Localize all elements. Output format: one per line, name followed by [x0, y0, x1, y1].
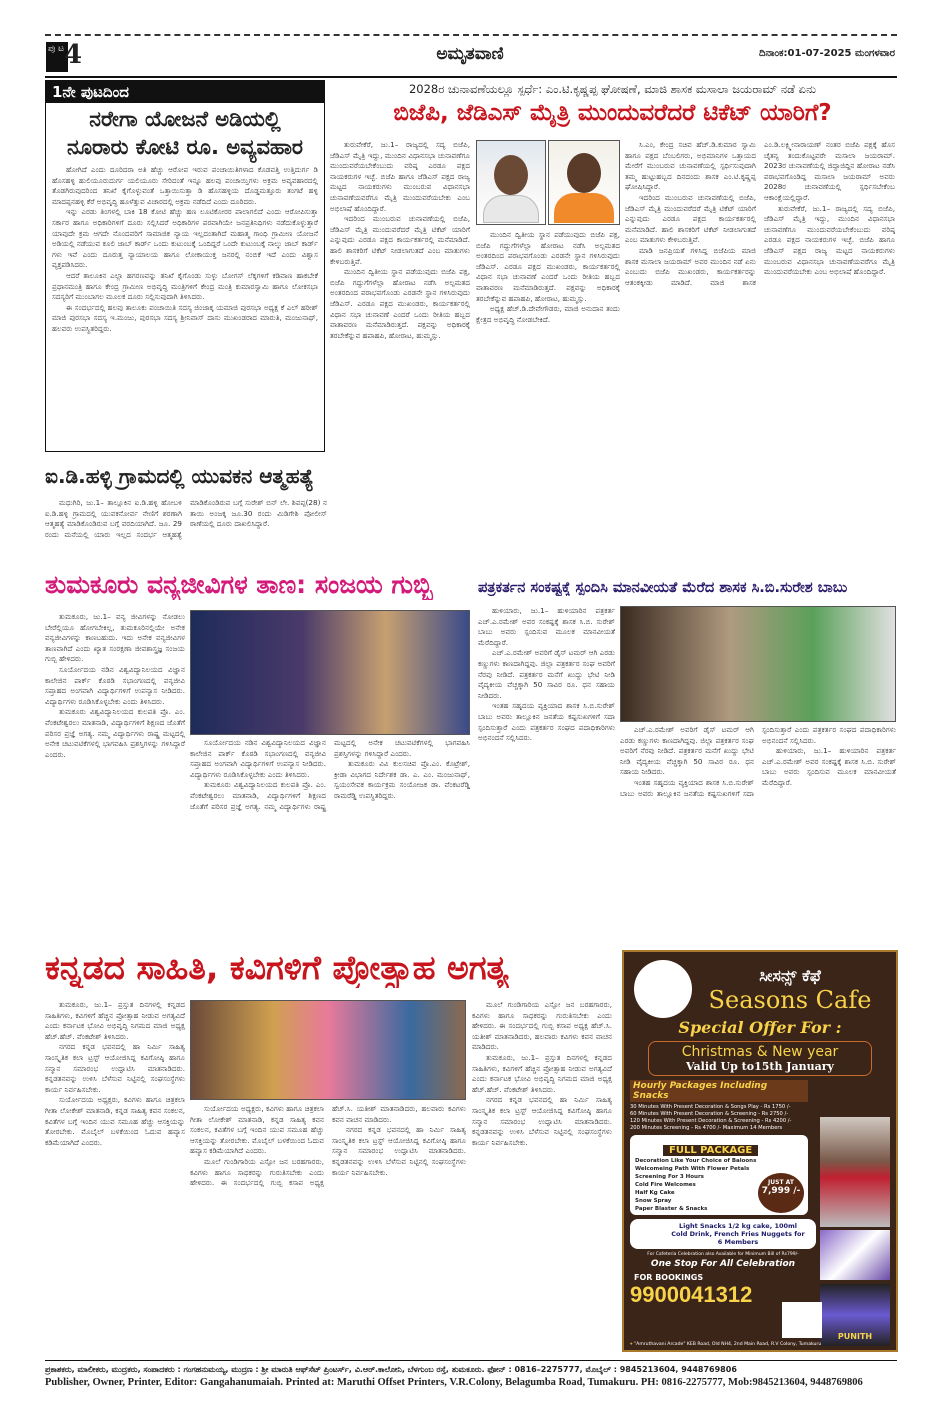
venue-photo	[820, 1117, 890, 1227]
paragraph: ಸಿ.ಎಂ, ಕೇಂದ್ರ ಸಚಿವ ಹೆಚ್.ಡಿ.ಕುಮಾರ ಸ್ವಾಮಿ ಹಾಗೂ ಪಕ್ಷದ ಬೆಂಬಲಿಗರು, ಅಭಿಮಾನಿಗಳ ಒತ್ತಾಯದ ಮೇರೆಗೆ ಮುಂಬರುವ ಚುನಾವಣೆಯಲ್ಲಿ ಸ್ಪರ್ಧಿಸುವುದಾಗಿ ತಮ್ಮ ಹುಟ್ಟುಹಬ್ಬದ ದಿನದಂದು ಶಾಸಕ ಎಂ.ಟಿ.ಕೃಷ್ಣಪ್ಪ ಘೋಷಿಸಿದ್ದಾರೆ.	[625, 140, 756, 192]
headline-idhalli: ಐ.ಡಿ.ಹಳ್ಳಿ ಗ್ರಾಮದಲ್ಲಿ ಯುವಕನ ಆತ್ಮಹತ್ಯೆ	[45, 464, 314, 488]
offer-title: Special Offer For :	[678, 1018, 842, 1037]
paragraph: ಇಂತಹ ಸಹೃದಯ ವ್ಯಕ್ತಿಯಾದ ಶಾಸಕ ಸಿ.ಬಿ.ಸುರೇಶ್ ಬಾಬು ಅವರು ತಾಲ್ಲೂಕಿನ ಜನತೆಯ ಕಷ್ಟಸುಖಗಳಿಗೆ ಸದಾ ಸ್ಪಂದಿಸುತ್ತಾರೆ ಎಂದು ಪತ್ರಕರ್ತರ ಸಂಘದ ಪದಾಧಿಕಾರಿಗಳು ಅಭಿನಂದನೆ ಸಲ್ಲಿಸಿದರು.	[478, 701, 615, 743]
header-rule	[45, 76, 897, 78]
package-item: Screening For 3 Hours	[635, 1174, 704, 1180]
news-photo	[620, 606, 896, 722]
headline-bjp: ಬಿಜೆಪಿ, ಜೆಡಿಎಸ್ ಮೈತ್ರಿ ಮುಂದುವರೆದರೆ ಟಿಕೆಟ್ ಯಾರಿಗೆ?	[393, 100, 832, 126]
tagline: One Stop For All Celebration	[650, 1259, 796, 1269]
headline-journalism: ಪತ್ರಕರ್ತನ ಸಂಕಷ್ಟಕ್ಕೆ ಸ್ಪಂದಿಸಿ ಮಾನವೀಯತೆ ಮೆರೆದ ಶಾಸಕ ಸಿ.ಬಿ.ಸುರೇಶ ಬಾಬು	[478, 580, 848, 596]
paragraph: ಮಾಡಿ ಜನಪ್ರಿಯತೆ ಗಳಿಸಿದ್ದ ಬಿಜೆಪಿಯ ಮಾಜಿ ಶಾಸಕ ಮಸಾಲಾ ಜಯರಾಮ್ ಅವರ ಮುಂದಿನ ನಡೆ ಏನು ಎಂಬುದು ಬಿಜೆಪಿ ಮುಖಂಡರು, ಕಾರ್ಯಕರ್ತರನ್ನು ಆತಂಕಕ್ಕೀಡು ಮಾಡಿದೆ. ಮಾಜಿ ಶಾಸಕ ಎಂ.ಡಿ.ಲಕ್ಷ್ಮೀನಾರಾಯಣ್ ನಂತರ ಬಿಜೆಪಿ ಪಕ್ಷಕ್ಕೆ ಹೊಸ ಚೈತನ್ಯ ತಂದುಕೊಟ್ಟವರೇ ಮಸಾಲಾ ಜಯರಾಮ್. 2023ರ ಚುನಾವಣೆಯಲ್ಲಿ ಜಿದ್ದಾಜಿದ್ದಿನ ಹೋರಾಟ ನಡೆಸಿ ಪರಾಭವಗೊಂಡಿದ್ದ ಮಸಾಲಾ ಜಯರಾಮ್ ಅವರು 2028ರ ಚುನಾವಣೆಯಲ್ಲಿ ಸ್ಪರ್ಧಿಸಬೇಕೆಂಬ ಆಕಾಂಕ್ಷೆಯಲ್ಲಿದ್ದಾರೆ.	[625, 140, 895, 287]
masthead: ಅಮೃತವಾಣಿ	[436, 44, 504, 64]
article-journalism-col2	[620, 725, 896, 937]
paragraph: ನಗರದ ಕನ್ನಡ ಭವನದಲ್ಲಿ ಹಾ ನಿರ್ಮಿ ಸಾಹಿತ್ಯ ಸಾಂಸ್ಕೃತಿಕ ಕಲಾ ಟ್ರಸ್ಟ್ ಆಯೋಜಿಸಿದ್ದ ಕವಿಗೋಷ್ಠಿ ಹಾಗೂ ಸನ್ಮಾನ ಸಮಾರಂಭ ಉದ್ಘಾಟಿಸಿ ಮಾತನಾಡಿದರು. ಕನ್ನಡತನವನ್ನು ಉಳಿಸಿ ಬೆಳೆಸುವ ನಿಟ್ಟಿನಲ್ಲಿ ಸಂಘಸಂಸ್ಥೆಗಳು ಕಾರ್ಯ ನಿರ್ವಹಿಸಬೇಕು.	[332, 1125, 466, 1177]
paragraph: ತುಮಕೂರು, ಜು.1– ಪ್ರಸ್ತುತ ದಿನಗಳಲ್ಲಿ ಕನ್ನಡದ ಸಾಹಿತಿಗಳು, ಕವಿಗಳಿಗೆ ಹೆಚ್ಚಿನ ಪ್ರೋತ್ಸಾಹ ನೀಡುವ ಅಗತ್ಯವಿದೆ ಎಂದು ಕರ್ನಾಟಕ ಭೋವಿ ಅಭಿವೃದ್ಧಿ ನಿಗಮದ ಮಾಜಿ ಅಧ್ಯಕ್ಷ ಹೆಚ್.ಹೆಚ್. ವೆಂಕಟೇಶ್ ತಿಳಿಸಿದರು.	[45, 1000, 185, 1041]
article-wildlife-col1	[45, 612, 185, 937]
full-package-title: FULL PACKAGE	[663, 1145, 758, 1156]
paragraph: ಈ ಸಂದರ್ಭದಲ್ಲಿ ಹಲವು ತಾಲೂಕು ಪಂಚಾಯಿತಿ ಸದಸ್ಯ ಜಿಂಜಾಕ್ಕ ಯಮಾಜಿ ಪುರಸಭಾ ಅಧ್ಯಕ್ಷ ಕೆ ಎಲ್ ಹರೀಶ್ ಮಾಜಿ ಪುರಸಭಾ ಸದಸ್ಯ ಇ.ಮಂಜು, ಪುರಸಭಾ ಸದಸ್ಯ ಶ್ರೀನಿವಾಸ್ ದಾಸು ಮುಖಂಡರಾದ ಮಾರುತಿ, ಮಂಜುನಾಥ್, ಹಲವರು ಉಪಸ್ಥಿತರಿದ್ದರು.	[52, 302, 318, 333]
paragraph: ಎಚ್.ಎ.ರಮೇಶ್ ಅವರಿಗೆ ಡೈಸ್ ಟಮರ್ ಆಗಿ ಎರಡು ಕಣ್ಣುಗಳು ಕಾಣದಾಗಿದ್ದವು. ಜಿಲ್ಲಾ ಪತ್ರಕರ್ತರ ಸಂಘ ಅವರಿಗೆ ನೆರವು ನೀಡಿದೆ. ಪತ್ರಕರ್ತರ ಮನೆಗೆ ಖುದ್ದು ಭೇಟಿ ನೀಡಿ ವೈದ್ಯಕೀಯ ವೆಚ್ಚಕ್ಕಾಗಿ 50 ಸಾವಿರ ರೂ. ಧನ ಸಹಾಯ ನೀಡಿದರು.	[478, 648, 615, 700]
paragraph: ಸುರ್ಯೋದಯ ಅಧ್ಯಕ್ಷರು, ಕವಿಗಳು ಹಾಗೂ ಚಿತ್ರಕಲಾ ಗೀತಾ ಲೋಕೇಶ್ ಮಾತನಾಡಿ, ಕನ್ನಡ ಸಾಹಿತ್ಯ ಕವನ ಸಂಕಲನ, ಕವಿತೆಗಳ ಬಗ್ಗೆ ಇಂದಿನ ಯುವ ಸಮೂಹ ಹೆಚ್ಚು ಆಸಕ್ತಿಯನ್ನು ತೋರಬೇಕು. ಮೊಬೈಲ್ ಬಳಕೆಯಿಂದ ಓದುವ ಹವ್ಯಾಸ ಕಡಿಮೆಯಾಗಿದೆ ಎಂದರು.	[45, 1095, 185, 1147]
paragraph: ಮೂಲೆ ಗುಂಡಿಗಾರಿಯ ಎಸ್ಪೋ ಜನ ಬರಹಗಾರರು, ಕವಿಗಳು ಹಾಗೂ ಸಾಧಕರನ್ನು ಗುರುತಿಸಬೇಕು ಎಂದು ಹೇಳಿದರು. ಈ ಸಂದರ್ಭದಲ್ಲಿ ಗುಬ್ಬಿ ಕಸಾಪ ಅಧ್ಯಕ್ಷ ಹೆಚ್.ಸಿ. ಯತೀಶ್ ಮಾತನಾಡಿದರು, ಹಲವಾರು ಕವಿಗಳು ಕವನ ವಾಚನ ಮಾಡಿದರು.	[472, 1000, 612, 1052]
paragraph: ಹೋಗಿದೆ ಎಂದು ದೂರಿದರಾ ಅತಿ ಹೆಚ್ಚು ಆರೋಪ ಇರುವ ಪಂಚಾಯಿತಿಗಳಾದ ಕೊಡವತ್ತಿ ಉತ್ತಿದುರ್ಗ ಡಿ ಹೊಸಹಳ್ಳಿ ಹುಲಿಯೂರುದುರ್ಗ ಯಲಿಯೂರು ಸೇರಿದಂತೆ ಇನ್ನೂ ಹಲವು ಪಂಚಾಯ್ತಿಗಳು ಅಕ್ರಮ ಅವ್ಯವಹಾರದಲ್ಲಿ ತೊಡಗಿರುವುದರಿಂದ ತನಿಖೆ ಕೈಗೊಳ್ಳುವಂತೆ ಒತ್ತಾಯಿಸುತ್ತಾ ಡಿ ಹೊಸಹಳ್ಳಿಯ ದೊಡ್ಡಮತ್ತೂರು ತಂಗಟೆ ಹಳ್ಳಿ ಮಾದಪ್ಪನಹಳ್ಳಿ ಕೆರೆ ಅಭಿವೃದ್ಧಿ ಹೂಳೆತ್ತುವ ವಿಚಾರದಲ್ಲಿ ಅಕ್ರಮ ನಡೆದಿದೆ ಎಂದು ದೂರಿದರು.	[52, 165, 318, 206]
hourly-list	[630, 1104, 808, 1132]
event-photo	[190, 610, 470, 735]
package-item: Paper Blaster & Snacks	[635, 1206, 708, 1212]
paragraph: ಸೂರ್ಯೋದಯ ನಡಿನ ವಿಶ್ವವಿದ್ಯಾನಿಲಯದ ವಿಜ್ಞಾನ ಕಾಲೇಜಿನ ಪಾರ್ಕ್ ಕೊಠಡಿ ಸಭಾಂಗಣದಲ್ಲಿ ವನ್ಯಜೀವಿ ಸಪ್ತಾಹದ ಅಂಗವಾಗಿ ವಿದ್ಯಾರ್ಥಿಗಳಿಗೆ ಉಪನ್ಯಾಸ ನೀಡಿದರು. ವಿದ್ಯಾರ್ಥಿಗಳು ರೂಡಿಸಿಕೊಳ್ಳಬೇಕು ಎಂದು ತಿಳಿಸಿದರು.	[45, 664, 185, 706]
paragraph: ಮೂಲೆ ಗುಂಡಿಗಾರಿಯ ಎಸ್ಪೋ ಜನ ಬರಹಗಾರರು, ಕವಿಗಳು ಹಾಗೂ ಸಾಧಕರನ್ನು ಗುರುತಿಸಬೇಕು ಎಂದು ಹೇಳಿದರು. ಈ ಸಂದರ್ಭದಲ್ಲಿ ಗುಬ್ಬಿ ಕಸಾಪ ಅಧ್ಯಕ್ಷ ಹೆಚ್.ಸಿ. ಯತೀಶ್ ಮಾತನಾಡಿದರು, ಹಲವಾರು ಕವಿಗಳು ಕವನ ವಾಚನ ಮಾಡಿದರು.	[190, 1104, 466, 1188]
cafe-logo	[634, 960, 692, 1018]
occasion: Christmas & New year	[681, 1044, 839, 1060]
price: 7,999 /-	[761, 1186, 801, 1196]
paragraph: ತುಮಕೂರು ವಿಶ್ವವಿದ್ಯಾನಿಲಯದ ಕುಲಪತಿ ಪ್ರೊ. ಎಂ. ವೆಂಕಟೇಶ್ವರಲು ಮಾತನಾಡಿ, ವಿದ್ಯಾರ್ಥಿಗಳಿಗೆ ಶಿಕ್ಷಣದ ಜೊತೆಗೆ ಪರಿಸರ ಪ್ರಜ್ಞೆ ಅಗತ್ಯ. ನಮ್ಮ ವಿದ್ಯಾರ್ಥಿಗಳು ರಾಷ್ಟ್ರ ಮಟ್ಟದಲ್ಲಿ ಅನೇಕ ಚಟುವಟಿಕೆಗಳಲ್ಲಿ ಭಾಗವಹಿಸಿ ಪ್ರಶಸ್ತಿಗಳನ್ನು ಗಳಿಸಿದ್ದಾರೆ ಎಂದರು.	[190, 738, 470, 811]
paragraph: ಹುಳಿಯಾರು, ಜು.1– ಹುಳಿಯಾರಿನ ಪತ್ರಕರ್ತ ಎಚ್.ಎ.ರಮೇಶ್ ಅವರ ಸಂಕಷ್ಟಕ್ಕೆ ಶಾಸಕ ಸಿ.ಬಿ. ಸುರೇಶ್ ಬಾಬು ಅವರು ಸ್ಪಂದಿಸುವ ಮೂಲಕ ಮಾನವೀಯತೆ ಮೆರೆದಿದ್ದಾರೆ.	[762, 746, 896, 787]
page-label: ಪು ಟ	[46, 42, 68, 72]
paragraph: ನಗರದ ಕನ್ನಡ ಭವನದಲ್ಲಿ ಹಾ ನಿರ್ಮಿ ಸಾಹಿತ್ಯ ಸಾಂಸ್ಕೃತಿಕ ಕಲಾ ಟ್ರಸ್ಟ್ ಆಯೋಜಿಸಿದ್ದ ಕವಿಗೋಷ್ಠಿ ಹಾಗೂ ಸನ್ಮಾನ ಸಮಾರಂಭ ಉದ್ಘಾಟಿಸಿ ಮಾತನಾಡಿದರು. ಕನ್ನಡತನವನ್ನು ಉಳಿಸಿ ಬೆಳೆಸುವ ನಿಟ್ಟಿನಲ್ಲಿ ಸಂಘಸಂಸ್ಥೆಗಳು ಕಾರ್ಯ ನಿರ್ವಹಿಸಬೇಕು.	[45, 1042, 185, 1094]
paragraph: ಹುಳಿಯಾರು, ಜು.1– ಹುಳಿಯಾರಿನ ಪತ್ರಕರ್ತ ಎಚ್.ಎ.ರಮೇಶ್ ಅವರ ಸಂಕಷ್ಟಕ್ಕೆ ಶಾಸಕ ಸಿ.ಬಿ. ಸುರೇಶ್ ಬಾಬು ಅವರು ಸ್ಪಂದಿಸುವ ಮೂಲಕ ಮಾನವೀಯತೆ ಮೆರೆದಿದ್ದಾರೆ.	[478, 606, 615, 647]
package-item: Cold Fire Welcomes	[635, 1182, 696, 1188]
paragraph: ತುಮಕೂರು ವಿಶ್ವವಿದ್ಯಾನಿಲಯದ ಕುಲಪತಿ ಪ್ರೊ. ಎಂ. ವೆಂಕಟೇಶ್ವರಲು ಮಾತನಾಡಿ, ವಿದ್ಯಾರ್ಥಿಗಳಿಗೆ ಶಿಕ್ಷಣದ ಜೊತೆಗೆ ಪರಿಸರ ಪ್ರಜ್ಞೆ ಅಗತ್ಯ. ನಮ್ಮ ವಿದ್ಯಾರ್ಥಿಗಳು ರಾಷ್ಟ್ರ ಮಟ್ಟದಲ್ಲಿ ಅನೇಕ ಚಟುವಟಿಕೆಗಳಲ್ಲಿ ಭಾಗವಹಿಸಿ ಪ್ರಶಸ್ತಿಗಳನ್ನು ಗಳಿಸಿದ್ದಾರೆ ಎಂದರು.	[45, 707, 185, 759]
package-item: Welcomeing Path With Flower Petals	[635, 1166, 750, 1172]
imprint-english: Publisher, Owner, Printer, Editor: Gangahanumaiah. Printed at: Maruthi Offset Printers, V.R.Colony, Belagumba Road, Tumakuru. PH: 0816-2275777, Mob:9845213604, 9448769806	[45, 1377, 863, 1388]
hourly-title: Hourly Packages Including Snacks	[630, 1080, 808, 1102]
subheadline-bjp: 2028ರ ಚುನಾವಣೆಯಲ್ಲೂ ಸ್ಪರ್ಧೆ: ಎಂ.ಟಿ.ಕೃಷ್ಣಪ್ಪ ಘೋಷಣೆ, ಮಾಜಿ ಶಾಸಕ ಮಸಾಲಾ ಜಯರಾಮ್ ನಡೆ ಏನು	[408, 82, 817, 96]
paragraph: ಸೂರ್ಯೋದಯ ನಡಿನ ವಿಶ್ವವಿದ್ಯಾನಿಲಯದ ವಿಜ್ಞಾನ ಕಾಲೇಜಿನ ಪಾರ್ಕ್ ಕೊಠಡಿ ಸಭಾಂಗಣದಲ್ಲಿ ವನ್ಯಜೀವಿ ಸಪ್ತಾಹದ ಅಂಗವಾಗಿ ವಿದ್ಯಾರ್ಥಿಗಳಿಗೆ ಉಪನ್ಯಾಸ ನೀಡಿದರು. ವಿದ್ಯಾರ್ಥಿಗಳು ರೂಡಿಸಿಕೊಳ್ಳಬೇಕು ಎಂದು ತಿಳಿಸಿದರು.	[190, 738, 326, 779]
article-bjp-col1	[330, 140, 470, 560]
article-wildlife-col2	[190, 738, 470, 938]
paragraph: ತುಮಕೂರು, ಜು.1– ವನ್ಯ ಜೀವಿಗಳನ್ನು ನೋಡಲು ಬೇರೆಲ್ಲಿಯೂ ಹೋಗಬೇಕಿಲ್ಲ, ತುಮಕೂರಿನಲ್ಲಿಯೇ ಅನೇಕ ವನ್ಯಜೀವಿಗಳನ್ನು ಕಾಣಬಹುದು. ಇದು ಅನೇಕ ವನ್ಯಜೀವಿಗಳ ತಾಣವಾಗಿದೆ ಎಂದು ಖ್ಯಾತ ಸಂರಕ್ಷಣಾ ಜೀವಶಾಸ್ತ್ರಜ್ಞ ಸಂಜಯ ಗುಬ್ಬಿ ಹೇಳಿದರು.	[45, 612, 185, 664]
article-bjp-col2	[476, 230, 620, 560]
article-narega	[45, 80, 325, 452]
paragraph: ಆದರೆ ತಾಲೂಕಿನ ಎಲ್ಲಾ ಹಗರಣವನ್ನು ತನಿಖೆ ಕೈಗೊಂಡು ಸುಳ್ಳು ಬೋಗಸ್ ಲೆಕ್ಕಗಳಿಗೆ ಕಡಿವಾಣ ಹಾಕಬೇಕೆ ಪ್ರಧಾನಮಂತ್ರಿ ಹಾಗೂ ಕೇಂದ್ರ ಗ್ರಾಮೀಣ ಅಭಿವೃದ್ಧಿ ಮಂತ್ರಿಗಳಿಗೆ ಕೇಂದ್ರ ಮಂತ್ರಿ ಕುಮಾರಸ್ವಾಮಿ ಹಾಗೂ ಲೋಕಸಭಾ ಸದಸ್ಯರಿಗೆ ಮುಂಬಾಗಲ ಮೂಲಕ ದೂರು ಸಲ್ಲಿಸುವುದಾಗಿ ತಿಳಿಸಿದರು.	[52, 270, 318, 302]
paragraph: ಅಧ್ಯಕ್ಷ ಹೆಚ್.ಡಿ.ದೇವೇಗೌಡರು, ಮಾಜಿ ಅನುದಾನ ತಂದು ಕ್ಷೇತ್ರದ ಅಭಿವೃದ್ಧಿ ನೋಡಬೇಕಿದೆ.	[476, 304, 620, 324]
paragraph: ಮುಂದಿನ ದ್ವಿತೀಯ ಸ್ಥಾನ ಪಡೆಯುವುದು ಬಿಜೆಪಿ ಪಕ್ಷ, ಬಿಜೆಪಿ ಗದ್ದುಗೆಗಳೆಲ್ಲಾ ಹೋರಾಟ ನಡೆಸಿ ಅಲ್ಪಮತದ ಅಂತರದಿಂದ ಪರಾಭವಗೊಂಡು ಎರಡನೇ ಸ್ಥಾನ ಗಳಿಸಿರುವುದು ಜೆಡಿಎಸ್. ಎರಡೂ ಪಕ್ಷದ ಮುಖಂಡರು, ಕಾರ್ಯಕರ್ತರಲ್ಲಿ ವಿಧಾನ ಸಭಾ ಚುನಾವಣೆ ಎಂದರೆ ಒಂದು ರೀತಿಯ ಹಬ್ಬದ ವಾತಾವರಣ ಮನೆಮಾಡಿರುತ್ತದೆ. ಪಕ್ಷವನ್ನು ಅಧಿಕಾರಕ್ಕೆ ತರಬೇಕೆನ್ನುವ ಹಪಾಹಪಿ, ಹೋರಾಟ, ಹುಮ್ಮಸ್ಸು.	[476, 230, 620, 303]
hourly-item: 30 Minutes With Present Decoration & Songs Play - Rs 1750 /-	[630, 1104, 791, 1110]
article-literature-col1	[45, 1000, 185, 1352]
balloon-photo	[820, 1230, 890, 1280]
portrait-photo	[476, 140, 546, 225]
headline-wildlife: ತುಮಕೂರು ವನ್ಯಜೀವಿಗಳ ತಾಣ: ಸಂಜಯ ಗುಬ್ಬಿ	[45, 570, 433, 599]
snacks-info: Light Snacks 1/2 kg cake, 100ml Cold Drink, French Fries Nuggets for 6 Members	[630, 1219, 816, 1249]
paragraph: ಇಂತಹ ಸಹೃದಯ ವ್ಯಕ್ತಿಯಾದ ಶಾಸಕ ಸಿ.ಬಿ.ಸುರೇಶ್ ಬಾಬು ಅವರು ತಾಲ್ಲೂಕಿನ ಜನತೆಯ ಕಷ್ಟಸುಖಗಳಿಗೆ ಸದಾ ಸ್ಪಂದಿಸುತ್ತಾರೆ ಎಂದು ಪತ್ರಕರ್ತರ ಸಂಘದ ಪದಾಧಿಕಾರಿಗಳು ಅಭಿನಂದನೆ ಸಲ್ಲಿಸಿದರು.	[620, 725, 896, 798]
paragraph: ತುಮಕೂರು, ಜು.1– ಪ್ರಸ್ತುತ ದಿನಗಳಲ್ಲಿ ಕನ್ನಡದ ಸಾಹಿತಿಗಳು, ಕವಿಗಳಿಗೆ ಹೆಚ್ಚಿನ ಪ್ರೋತ್ಸಾಹ ನೀಡುವ ಅಗತ್ಯವಿದೆ ಎಂದು ಕರ್ನಾಟಕ ಭೋವಿ ಅಭಿವೃದ್ಧಿ ನಿಗಮದ ಮಾಜಿ ಅಧ್ಯಕ್ಷ ಹೆಚ್.ಹೆಚ್. ವೆಂಕಟೇಶ್ ತಿಳಿಸಿದರು.	[472, 1052, 612, 1094]
article-idhalli-body	[45, 498, 327, 560]
article-literature-col3	[472, 1000, 612, 1352]
paragraph: ಮಧುಗಿರಿ, ಜು.1– ತಾಲ್ಲೂಕಿನ ಐ.ಡಿ.ಹಳ್ಳಿ ಹೋಬಳಿ ಐ.ಡಿ.ಹಳ್ಳಿ ಗ್ರಾಮದಲ್ಲಿ ಯುವಕನೋರ್ವ ನೇಣಿಗೆ ಶರಣಾಗಿ ಆತ್ಮಹತ್ಯೆ ಮಾಡಿಕೊಂಡಿರುವ ಬಗ್ಗೆ ವರದಿಯಾಗಿದೆ. ಜೂ. 29 ರಂದು ಮನೆಯಲ್ಲಿ ಯಾರು ಇಲ್ಲದ ಸಂದರ್ಭ ಆತ್ಮಹತ್ಯೆ ಮಾಡಿಕೊಂಡಿರುವ ಬಗ್ಗೆ ಸುರೇಶ್ ಬಿನ್ ಲೇ. ಶಿವಪ್ಪ(28) ನ ತಾಯಿ ಅಂಜಕ್ಕ ಜೂ.30 ರಂದು ಮಿಡಿಗೇಶಿ ಪೋಲೀಸ್ ಠಾಣೆಯಲ್ಲಿ ದೂರು ದಾಖಲಿಸಿದ್ದಾರೆ.	[45, 498, 327, 539]
paragraph: ಇದರಿಂದ ಮುಂಬರುವ ಚುನಾವಣೆಯಲ್ಲಿ ಬಿಜೆಪಿ, ಜೆಡಿಎಸ್ ಮೈತ್ರಿ ಮುಂದುವರೆದರೆ ಮೈತ್ರಿ ಟಿಕೆಟ್ ಯಾರಿಗೆ ಎನ್ನುವುದು ಎರಡೂ ಪಕ್ಷದ ಕಾರ್ಯಕರ್ತರಲ್ಲಿ ಮನೆಮಾಡಿದೆ. ಹಾಲಿ ಶಾಸಕರಿಗೆ ಟಿಕೆಟ್ ನೀಡಲಾಗುತದೆ ಎಂಬ ಮಾತುಗಳು ಕೇಳಿಬರುತ್ತಿವೆ.	[625, 192, 756, 245]
bookings-label: FOR BOOKINGS	[634, 1273, 704, 1282]
article-literature-col2	[190, 1104, 466, 1352]
event-photo	[190, 1000, 466, 1100]
booking-phone: 9900041312	[630, 1282, 753, 1307]
address-text: "Amruthavani Arcade" KEB Road, Old NH4, 2nd Main Road, R.V Colony, Tumakuru	[634, 1342, 822, 1347]
hourly-item: 200 Minutes Screening - Rs 4700 /- Maximum 14 Members	[630, 1125, 783, 1131]
portrait-photo	[548, 140, 620, 225]
headline-line-1: ನರೇಗಾ ಯೋಜನೆ ಅಡಿಯಲ್ಲಿ	[89, 107, 281, 131]
paragraph: ಇದರಿಂದ ಮುಂಬರುವ ಚುನಾವಣೆಯಲ್ಲಿ ಬಿಜೆಪಿ, ಜೆಡಿಎಸ್ ಮೈತ್ರಿ ಮುಂದುವರೆದರೆ ಮೈತ್ರಿ ಟಿಕೆಟ್ ಯಾರಿಗೆ ಎನ್ನುವುದು ಎರಡೂ ಪಕ್ಷದ ಕಾರ್ಯಕರ್ತರಲ್ಲಿ ಮನೆಮಾಡಿದೆ. ಹಾಲಿ ಶಾಸಕರಿಗೆ ಟಿಕೆಟ್ ನೀಡಲಾಗುತದೆ ಎಂಬ ಮಾತುಗಳು ಕೇಳಿಬರುತ್ತಿವೆ.	[330, 214, 470, 266]
price-badge	[758, 1173, 804, 1213]
article-journalism-col1	[478, 606, 615, 936]
hourly-item: 60 Minutes With Present Decoration & Screening - Rs 2750 /-	[630, 1111, 789, 1117]
price-label: JUST AT	[768, 1179, 794, 1186]
issue-date: ದಿನಾಂಕ:01-07-2025 ಮಂಗಳವಾರ	[759, 48, 895, 59]
cafe-name: Seasons Cafe	[708, 986, 872, 1014]
hourly-item: 120 Minutes With Present Decoration & Screening - Rs 4200 /-	[630, 1118, 792, 1124]
paragraph: ಸುರ್ಯೋದಯ ಅಧ್ಯಕ್ಷರು, ಕವಿಗಳು ಹಾಗೂ ಚಿತ್ರಕಲಾ ಗೀತಾ ಲೋಕೇಶ್ ಮಾತನಾಡಿ, ಕನ್ನಡ ಸಾಹಿತ್ಯ ಕವನ ಸಂಕಲನ, ಕವಿತೆಗಳ ಬಗ್ಗೆ ಇಂದಿನ ಯುವ ಸಮೂಹ ಹೆಚ್ಚು ಆಸಕ್ತಿಯನ್ನು ತೋರಬೇಕು. ಮೊಬೈಲ್ ಬಳಕೆಯಿಂದ ಓದುವ ಹವ್ಯಾಸ ಕಡಿಮೆಯಾಗಿದೆ ಎಂದರು.	[190, 1104, 324, 1156]
decor-photo	[820, 1284, 890, 1346]
location-pin-icon: ⌖	[630, 1342, 633, 1347]
article-bjp-col3	[625, 140, 895, 570]
validity: Valid Up to15th January	[686, 1060, 834, 1073]
continued-kicker: 1ನೇ ಪುಟದಿಂದ	[46, 81, 324, 103]
headline-line-2: ನೂರಾರು ಕೋಟಿ ರೂ. ಅವ್ಯವಹಾರ	[66, 135, 304, 159]
article-body	[46, 161, 324, 451]
photo-caption: PUNITH	[837, 1332, 873, 1341]
paragraph: ನಗರದ ಕನ್ನಡ ಭವನದಲ್ಲಿ ಹಾ ನಿರ್ಮಿ ಸಾಹಿತ್ಯ ಸಾಂಸ್ಕೃತಿಕ ಕಲಾ ಟ್ರಸ್ಟ್ ಆಯೋಜಿಸಿದ್ದ ಕವಿಗೋಷ್ಠಿ ಹಾಗೂ ಸನ್ಮಾನ ಸಮಾರಂಭ ಉದ್ಘಾಟಿಸಿ ಮಾತನಾಡಿದರು. ಕನ್ನಡತನವನ್ನು ಉಳಿಸಿ ಬೆಳೆಸುವ ನಿಟ್ಟಿನಲ್ಲಿ ಸಂಘಸಂಸ್ಥೆಗಳು ಕಾರ್ಯ ನಿರ್ವಹಿಸಬೇಕು.	[472, 1095, 612, 1147]
paragraph: ತುಮಕೂರು ವಿವಿ ಕುಲಸಚಿವ ಪ್ರೊ.ಎಂ. ಕೊಟ್ರೇಶ್, ಕ್ರೀಡಾ ವಿಭಾಗದ ನಿರ್ದೇಶಕ ಡಾ. ಎ. ಎಂ. ಮಂಜುನಾಥ್, ಸ್ವಯಂಸೇವಕ ಕಾರ್ಯಕ್ರಮ ಸಂಯೋಜಕ ಡಾ. ವೆಂಕಟರೆಡ್ಡಿ ರಾಮರೆಡ್ಡಿ ಉಪಸ್ಥಿತರಿದ್ದರು.	[334, 759, 470, 800]
paragraph: ಮುಂದಿನ ದ್ವಿತೀಯ ಸ್ಥಾನ ಪಡೆಯುವುದು ಬಿಜೆಪಿ ಪಕ್ಷ, ಬಿಜೆಪಿ ಗದ್ದುಗೆಗಳೆಲ್ಲಾ ಹೋರಾಟ ನಡೆಸಿ ಅಲ್ಪಮತದ ಅಂತರದಿಂದ ಪರಾಭವಗೊಂಡು ಎರಡನೇ ಸ್ಥಾನ ಗಳಿಸಿರುವುದು ಜೆಡಿಎಸ್. ಎರಡೂ ಪಕ್ಷದ ಮುಖಂಡರು, ಕಾರ್ಯಕರ್ತರಲ್ಲಿ ವಿಧಾನ ಸಭಾ ಚುನಾವಣೆ ಎಂದರೆ ಒಂದು ರೀತಿಯ ಹಬ್ಬದ ವಾತಾವರಣ ಮನೆಮಾಡಿರುತ್ತದೆ. ಪಕ್ಷವನ್ನು ಅಧಿಕಾರಕ್ಕೆ ತರಬೇಕೆನ್ನುವ ಹಪಾಹಪಿ, ಹೋರಾಟ, ಹುಮ್ಮಸ್ಸು.	[330, 267, 470, 340]
imprint-footer	[45, 1360, 897, 1389]
package-item: Half Kg Cake	[635, 1190, 675, 1196]
cafeteria-note: For Cafeteria Celebration also Available for Minimum Bill of Rs799/-	[647, 1252, 799, 1257]
imprint-kannada: ಪ್ರಕಾಶಕರು, ಮಾಲೀಕರು, ಮುದ್ರಕರು, ಸಂಪಾದಕರು : ಗಂಗಹನುಮಯ್ಯ, ಮುದ್ರಣ : ಶ್ರೀ ಮಾರುತಿ ಆಫ್‌ಸೆಟ್ ಪ್ರಿಂಟರ್ಸ್, ವಿ.ಆರ್.ಕಾಲೋನಿ, ಬೆಳಗುಂಬ ರಸ್ತೆ, ತುಮಕೂರು. ಫೋನ್ : 0816–2275777, ಮೊಬೈಲ್ : 9845213604, 9448769806	[45, 1365, 737, 1374]
package-item: Decoration Like Your Choice of Baloons	[635, 1158, 757, 1164]
seasons-cafe-advertisement	[622, 950, 898, 1352]
paragraph: ಇನ್ನು ಎರಡು ತಿಂಗಳಲ್ಲಿ ಬಾಕಿ 18 ಕೋಟಿ ಹೆಚ್ಚು ಹಣ ಲೂಟಿಕೋರರ ಪಾಲಾಗಲಿದೆ ಎಂದು ಆರೋಪಿಸುತ್ತಾ ಸರ್ಕಾರ ಹಾಗೂ ಅಧಿಕಾರಿಗಳಿಗೆ ದೂರು ಸಲ್ಲಿಸಿದರೆ ಅಧಿಕಾರಿಗಳ ಪರವಾಗಿಯೇ ಜನಪ್ರತಿನಿಧಿಗಳು ನಡೆದುಕೊಳ್ಳುತ್ತಾರೆ ಯಾವುದೇ ಕ್ರಮ ಆಗದೇ ನೊಂದವರಿಗೆ ಸಾಮಾಜಿಕ ನ್ಯಾಯ ಇಲ್ಲದಂತಾಗಿದೆ ಮಹಾತ್ಮ ಗಾಂಧಿ ಗ್ರಾಮೀಣ ಯೋಜನೆ ಅಡಿಯಲ್ಲಿ ನಡೆಯುವ ಕೂಲಿ ಜಾಬ್ ಕಾರ್ಡ್ ಒಂದು ಕುಟುಂಬಕ್ಕೆ ಒಂದಿದ್ದರೆ ಒಂದೇ ಕುಟುಂಬಕ್ಕೆ ನಾಲ್ಕು ಜಾಬ್ ಕಾರ್ಡ್ ಗಳು ಇವೆ ಎಂದು ದೂರುತ್ತ ನ್ಯಾಯಾಲಯ ಹಾಗೂ ಲೋಕಾಯುಕ್ತ ಜನರಲ್ಲಿ ನಂಬಿಕೆ ಇದೆ ಎಂದು ವಿಶ್ವಾಸ ವ್ಯಕ್ತಪಡಿಸಿದರು.	[52, 207, 318, 270]
qr-code	[782, 1302, 822, 1338]
cafe-name-kannada: ಸೀಸನ್ಸ್ ಕೆಫೆ	[759, 966, 821, 985]
cafe-address	[630, 1341, 830, 1347]
paragraph: ತುರುವೇಕೆರೆ, ಜು.1– ರಾಜ್ಯದಲ್ಲಿ ಸದ್ಯ ಬಿಜೆಪಿ, ಜೆಡಿಎಸ್ ಮೈತ್ರಿ ಇದ್ದು, ಮುಂದಿನ ವಿಧಾನಸಭಾ ಚುನಾವಣೆಗೂ ಮುಂದುವರೆಯಬೇಕೆಂಬುದು ವರಿಷ್ಠ ಎರಡೂ ಪಕ್ಷದ ನಾಯಕರುಗಳ ಇಚ್ಛೆ. ಬಿಜೆಪಿ ಹಾಗೂ ಜೆಡಿಎಸ್ ಪಕ್ಷದ ರಾಜ್ಯ ಮಟ್ಟದ ನಾಯಕರುಗಳು ಮುಂಬರುವ ವಿಧಾನಸಭಾ ಚುನಾವಣೆಯವರೆಗೂ ಮೈತ್ರಿ ಮುಂದುವರೆಯಬೇಕು ಎಂಬ ಅಭಿಲಾಷೆ ಹೊಂದಿದ್ದಾರೆ.	[764, 203, 895, 277]
headline-literature: ಕನ್ನಡದ ಸಾಹಿತಿ, ಕವಿಗಳಿಗೆ ಪ್ರೋತ್ಸಾಹ ಅಗತ್ಯ	[45, 948, 509, 987]
paragraph: ತುರುವೇಕೆರೆ, ಜು.1– ರಾಜ್ಯದಲ್ಲಿ ಸದ್ಯ ಬಿಜೆಪಿ, ಜೆಡಿಎಸ್ ಮೈತ್ರಿ ಇದ್ದು, ಮುಂದಿನ ವಿಧಾನಸಭಾ ಚುನಾವಣೆಗೂ ಮುಂದುವರೆಯಬೇಕೆಂಬುದು ವರಿಷ್ಠ ಎರಡೂ ಪಕ್ಷದ ನಾಯಕರುಗಳ ಇಚ್ಛೆ. ಬಿಜೆಪಿ ಹಾಗೂ ಜೆಡಿಎಸ್ ಪಕ್ಷದ ರಾಜ್ಯ ಮಟ್ಟದ ನಾಯಕರುಗಳು ಮುಂಬರುವ ವಿಧಾನಸಭಾ ಚುನಾವಣೆಯವರೆಗೂ ಮೈತ್ರಿ ಮುಂದುವರೆಯಬೇಕು ಎಂಬ ಅಭಿಲಾಷೆ ಹೊಂದಿದ್ದಾರೆ.	[330, 140, 470, 213]
paragraph: ಎಚ್.ಎ.ರಮೇಶ್ ಅವರಿಗೆ ಡೈಸ್ ಟಮರ್ ಆಗಿ ಎರಡು ಕಣ್ಣುಗಳು ಕಾಣದಾಗಿದ್ದವು. ಜಿಲ್ಲಾ ಪತ್ರಕರ್ತರ ಸಂಘ ಅವರಿಗೆ ನೆರವು ನೀಡಿದೆ. ಪತ್ರಕರ್ತರ ಮನೆಗೆ ಖುದ್ದು ಭೇಟಿ ನೀಡಿ ವೈದ್ಯಕೀಯ ವೆಚ್ಚಕ್ಕಾಗಿ 50 ಸಾವಿರ ರೂ. ಧನ ಸಹಾಯ ನೀಡಿದರು.	[620, 725, 754, 777]
package-item: Snow Spray	[635, 1198, 672, 1204]
page-number: 4	[64, 40, 83, 70]
top-dashed-rule	[45, 34, 897, 36]
